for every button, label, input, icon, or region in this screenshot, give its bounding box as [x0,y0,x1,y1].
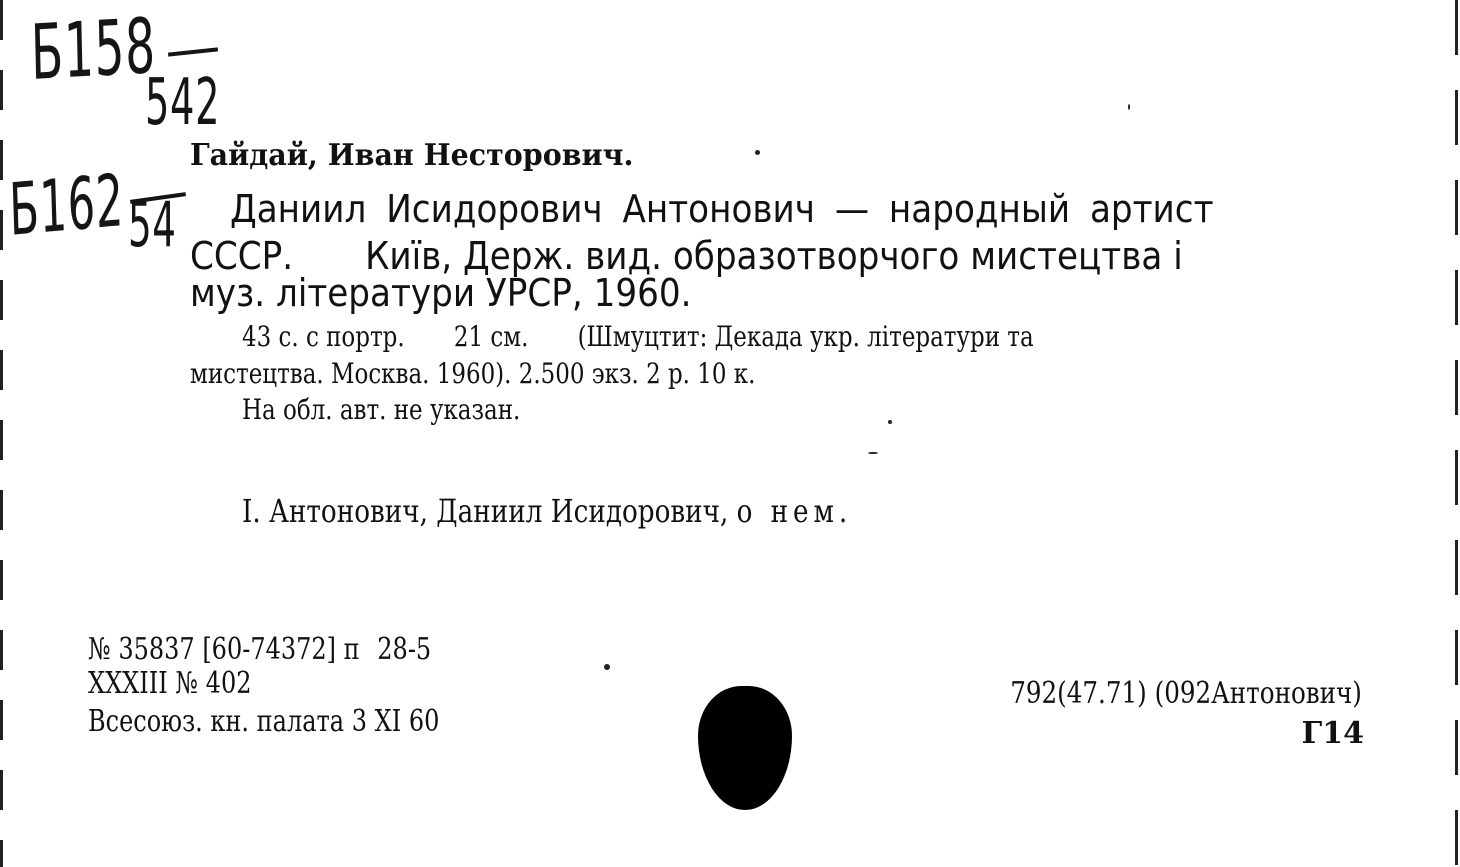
handwritten-shelfmark-2: 542 [145,66,221,140]
half-title-note: (Шмуцтит: Декада укр. літератури та [577,320,1034,353]
title-line-2-part-a: СССР. [190,234,294,278]
classification-code: 792(47.71) (092Антонович) [1010,676,1362,711]
dimensions: 21 см. [453,320,529,353]
title-line-1: Даниил Исидорович Антонович — народный артист [230,187,1214,231]
handwritten-dash-1 [168,47,218,56]
title-line-3: муз. літератури УРСР, 1960. [190,271,692,315]
footer-line-2: XXXIII № 402 [88,666,252,701]
description-line-1 [242,320,1034,353]
subject-heading [242,492,852,530]
description-line-2: мистецтва. Москва. 1960). 2.500 экз. 2 р. 10 к. [190,357,756,390]
speck-4 [868,452,878,454]
speck-3 [888,420,892,424]
footer-line-1 [88,632,431,667]
card-series: 28-5 [377,632,432,667]
card-number: № 35837 [60-74372] п [88,632,360,667]
handwritten-shelfmark-1: Б158 [30,0,157,97]
subject-name: I. Антонович, Даниил Исидорович, [242,492,729,530]
card-right-edge [1455,0,1458,867]
description-line-3: На обл. авт. не указан. [242,393,521,426]
speck-2 [1128,104,1130,110]
subject-qualifier: о нем. [736,492,853,530]
handwritten-shelfmark-4: 54 [128,188,177,261]
card-left-edge [0,0,3,867]
handwritten-shelfmark-3: Б162 [8,158,125,252]
cutter-number: Г14 [1301,716,1364,751]
author-heading: Гайдай, Иван Несторович. [190,138,634,173]
pagination: 43 с. с портр. [242,320,405,353]
speck-1 [755,150,760,155]
footer-line-3: Всесоюз. кн. палата 3 XI 60 [88,704,440,739]
title-line-2-part-b: Київ, Держ. вид. образотворчого мистецтва і [365,234,1183,278]
speck-5 [604,664,610,670]
punch-hole [698,686,792,810]
